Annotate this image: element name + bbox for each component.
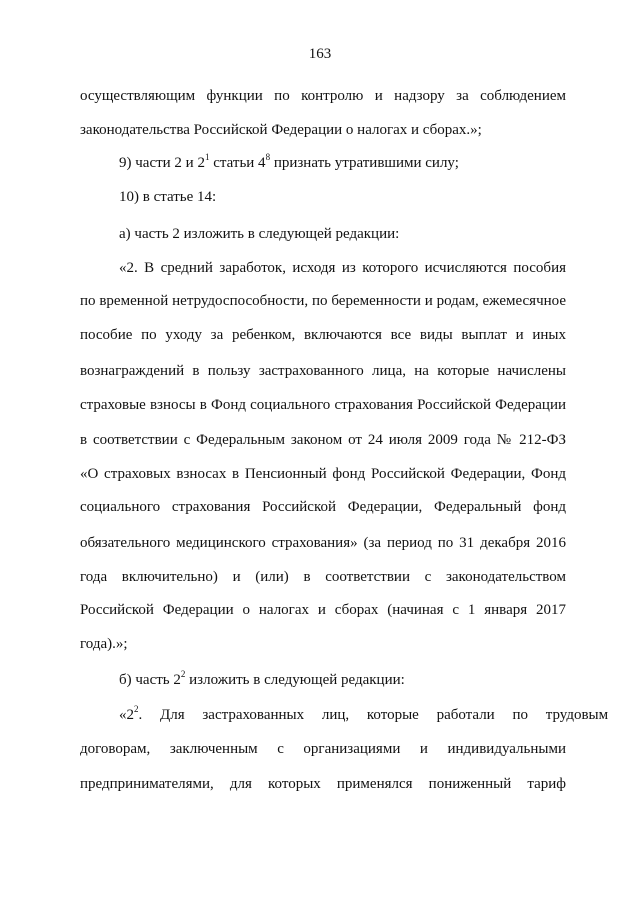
- text-line-4: 10) в статье 14:: [119, 189, 217, 205]
- text-line-16: Российской Федерации о налогах и сборах (начиная с 1 января 2017: [80, 602, 566, 618]
- superscript-8: 8: [265, 152, 271, 162]
- superscript-2b: 2: [134, 704, 139, 714]
- text-line-11: в соответствии с Федеральным законом от 24 июля 2009 года № 212-ФЗ: [80, 432, 566, 448]
- text-line-3: [119, 154, 566, 172]
- page-number: 163: [308, 46, 332, 62]
- text-line-19-part-a: «2: [119, 707, 134, 723]
- text-line-14: обязательного медицинского страхования» (за период по 31 декабря 2016: [80, 535, 566, 551]
- text-line-7: по временной нетрудоспособности, по беременности и родам, ежемесячное: [80, 293, 566, 309]
- text-line-3-part-a: 9) части 2 и 2: [119, 155, 205, 171]
- text-line-15: года включительно) и (или) в соответствии с законодательством: [80, 569, 566, 585]
- text-line-10: страховые взносы в Фонд социального страхования Российской Федерации: [80, 397, 566, 413]
- text-line-5: а) часть 2 изложить в следующей редакции:: [119, 226, 400, 242]
- text-line-19: [119, 704, 609, 724]
- text-line-20: договорам, заключенным с организациями и индивидуальными: [80, 741, 566, 757]
- superscript-1: 1: [204, 152, 210, 162]
- text-line-18: [119, 671, 566, 689]
- text-line-2: законодательства Российской Федерации о налогах и сборах.»;: [80, 122, 482, 138]
- text-line-9: вознаграждений в пользу застрахованного лица, на которые начислены: [80, 363, 566, 379]
- text-line-6: «2. В средний заработок, исходя из которого исчисляются пособия: [119, 260, 566, 276]
- text-line-18-part-b: изложить в следующей редакции:: [185, 672, 405, 688]
- text-line-21: предпринимателями, для которых применялся пониженный тариф: [80, 776, 566, 792]
- superscript-2a: 2: [180, 669, 186, 679]
- text-line-19-part-b: . Для застрахованных лиц, которые работали по трудовым: [138, 707, 609, 723]
- text-line-18-part-a: б) часть 2: [119, 672, 181, 688]
- text-line-12: «О страховых взносах в Пенсионный фонд Российской Федерации, Фонд: [80, 466, 566, 482]
- text-line-8: пособие по уходу за ребенком, включаются все виды выплат и иных: [80, 327, 566, 343]
- text-line-13: социального страхования Российской Федерации, Федеральный фонд: [80, 499, 566, 515]
- text-line-1: осуществляющим функции по контролю и надзору за соблюдением: [80, 88, 566, 104]
- text-line-3-part-b: статьи 4: [209, 155, 266, 171]
- text-line-3-part-c: признать утратившими силу;: [270, 155, 459, 171]
- text-line-17: года).»;: [80, 636, 128, 652]
